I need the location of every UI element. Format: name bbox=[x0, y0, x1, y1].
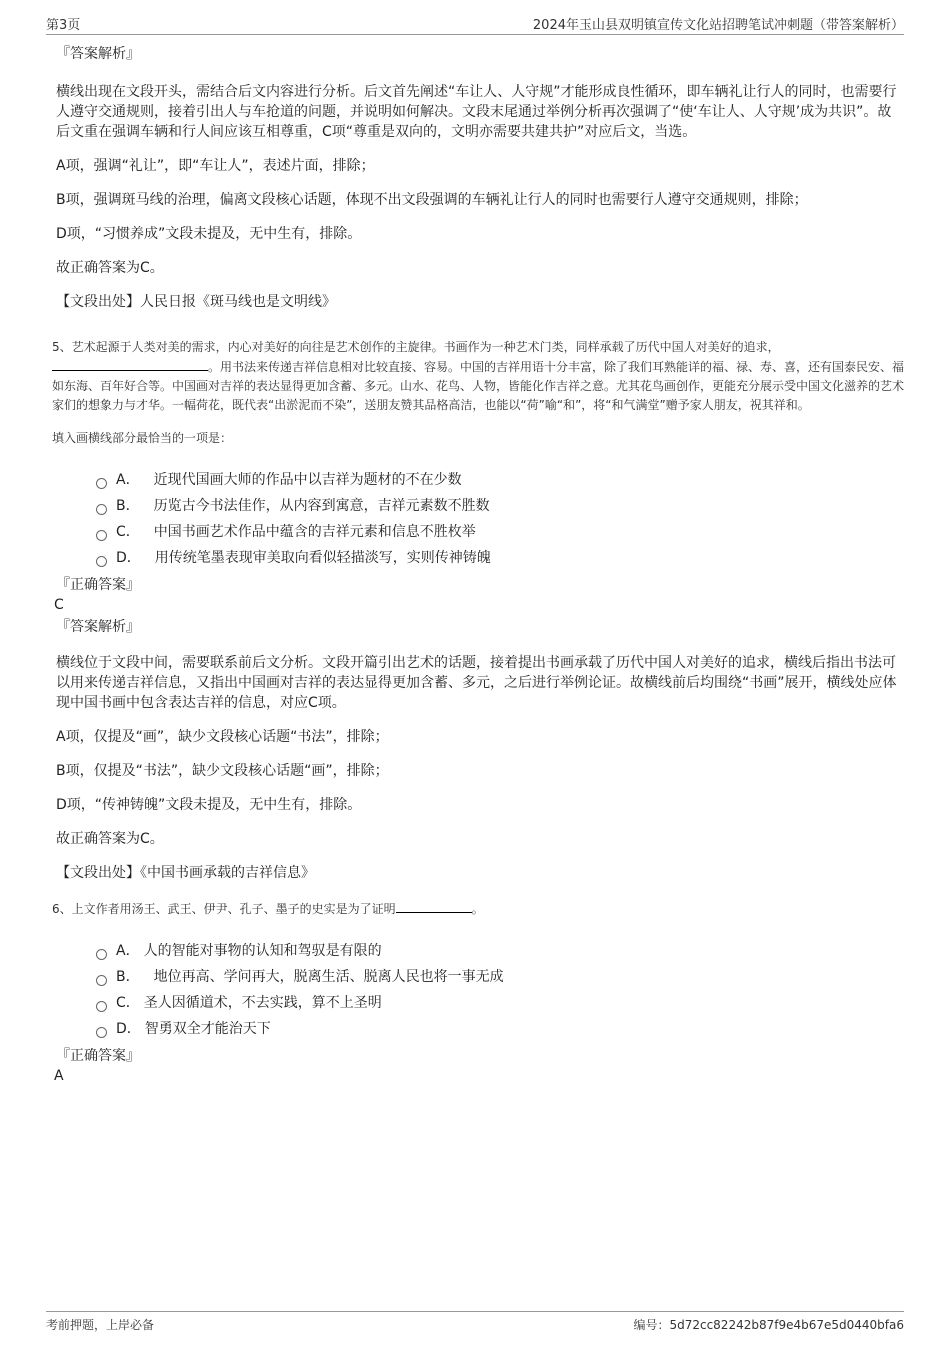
q4-conclusion: 故正确答案为C。 bbox=[56, 260, 164, 276]
q5-analysis-line-b: B项，仅提及“书法”，缺少文段核心话题“画”，排除； bbox=[56, 763, 389, 779]
q5-option-c[interactable] bbox=[96, 519, 904, 545]
q4-source: 【文段出处】人民日报《斑马线也是文明线》 bbox=[56, 294, 336, 310]
q4-analysis-line-b: B项，强调斑马线的治理，偏离文段核心话题，体现不出文段强调的车辆礼让行人的同时也需要行人遵守交通规则，排除； bbox=[56, 192, 808, 208]
page-number: 第3页 bbox=[46, 18, 81, 33]
option-letter: A． bbox=[116, 472, 140, 488]
serial-value: 5d72cc82242b87f9e4b67e5d0440bfa6 bbox=[669, 1318, 904, 1332]
radio-button-icon[interactable] bbox=[96, 530, 107, 541]
option-text: 智勇双全才能治天下 bbox=[144, 1021, 271, 1037]
q5-blank bbox=[52, 357, 208, 371]
radio-button-icon[interactable] bbox=[96, 478, 107, 489]
option-text: 地位再高、学问再大，脱离生活、脱离人民也将一事无成 bbox=[153, 969, 504, 985]
q6-option-d[interactable] bbox=[96, 1016, 904, 1042]
option-letter: B． bbox=[116, 498, 140, 514]
q4-analysis-paragraph: 横线出现在文段开头，需结合后文内容进行分析。后文首先阐述“车让人、人守规”才能形成良性循环，即车辆礼让行人的同时，也需要行人遵守交通规则，接着引出人与车抢道的问题，并说明如何解决。文段末尾通过举例分析再次强调了“使‘车让人、人守规’成为共识”。故后文重在强调车辆和行人间应该互相尊重，C项“尊重是双向的，文明亦需要共建共护”对应后文，当选。 bbox=[56, 84, 897, 140]
radio-button-icon[interactable] bbox=[96, 556, 107, 567]
q5-option-b[interactable] bbox=[96, 493, 904, 519]
option-text: 圣人因循道术，不去实践，算不上圣明 bbox=[143, 995, 382, 1011]
radio-button-icon[interactable] bbox=[96, 504, 107, 515]
radio-button-icon[interactable] bbox=[96, 1001, 107, 1012]
q5-answer-label: 『正确答案』 bbox=[56, 577, 140, 593]
option-letter: B． bbox=[116, 969, 140, 985]
q6-prompt-text: 6、上文作者用汤王、武王、伊尹、孔子、墨子的史实是为了证明 bbox=[52, 902, 396, 916]
q5-passage bbox=[52, 338, 904, 415]
option-letter: D． bbox=[116, 1021, 141, 1037]
page-footer bbox=[46, 1311, 904, 1332]
q6-answer-label: 『正确答案』 bbox=[56, 1048, 140, 1064]
q5-passage-end: 。用书法来传递吉祥信息相对比较直接、容易。中国的吉祥用语十分丰富，除了我们耳熟能详的福、禄、寿、喜，还有国泰民安、福如东海、百年好合等。中国画对吉祥的表达显得更加含蓄、多元。山水、花鸟、人物，皆能化作吉祥之意。尤其花鸟画创作，更能充分展示受中国文化滋养的艺术家们的想象力与才华。一幅荷花，既代表“出淤泥而不染”，送朋友赞其品格高洁，也能以“荷”喻“和”，将“和气满堂”赠予家人朋友，祝其祥和。 bbox=[52, 360, 905, 412]
q5-analysis-line-a: A项，仅提及“画”，缺少文段核心话题“书法”，排除； bbox=[56, 729, 389, 745]
q5-options bbox=[96, 467, 904, 571]
radio-button-icon[interactable] bbox=[96, 975, 107, 986]
q6-answer: A bbox=[54, 1068, 64, 1084]
page-header bbox=[46, 14, 904, 35]
q4-analysis-label: 『答案解析』 bbox=[56, 46, 140, 62]
option-letter: C． bbox=[116, 524, 140, 540]
document-title: 2024年玉山县双明镇宣传文化站招聘笔试冲刺题（带答案解析） bbox=[532, 18, 904, 33]
serial-label: 编号： bbox=[633, 1318, 670, 1332]
radio-button-icon[interactable] bbox=[96, 1027, 107, 1038]
option-text: 中国书画艺术作品中蕴含的吉祥元素和信息不胜枚举 bbox=[153, 524, 476, 540]
option-text: 用传统笔墨表现审美取向看似轻描淡写，实则传神铸魄 bbox=[154, 550, 491, 566]
q6-prompt-end: 。 bbox=[471, 902, 484, 916]
q6-option-c[interactable] bbox=[96, 990, 904, 1016]
q5-conclusion: 故正确答案为C。 bbox=[56, 831, 164, 847]
footer-slogan: 考前押题，上岸必备 bbox=[46, 1318, 155, 1332]
option-letter: C． bbox=[116, 995, 140, 1011]
option-text: 人的智能对事物的认知和驾驭是有限的 bbox=[143, 943, 382, 959]
q5-option-d[interactable] bbox=[96, 545, 904, 571]
option-letter: A． bbox=[116, 943, 140, 959]
page-content bbox=[52, 44, 905, 1088]
q6-option-b[interactable] bbox=[96, 964, 904, 990]
q6-blank bbox=[396, 899, 472, 913]
q5-option-a[interactable] bbox=[96, 467, 904, 493]
q5-analysis-paragraph: 横线位于文段中间，需要联系前后文分析。文段开篇引出艺术的话题，接着提出书画承载了历代中国人对美好的追求，横线后指出书法可以用来传递吉祥信息，又指出中国画对吉祥的表达显得更加含蓄、多元，之后进行举例论证。故横线前后均围绕“书画”展开，横线处应体现中国书画中包含表达吉祥的信息，对应C项。 bbox=[56, 655, 897, 711]
option-text: 历览古今书法佳作，从内容到寓意，吉祥元素数不胜数 bbox=[153, 498, 490, 514]
option-text: 近现代国画大师的作品中以吉祥为题材的不在少数 bbox=[153, 472, 462, 488]
q5-analysis-label: 『答案解析』 bbox=[56, 619, 140, 635]
q6-options bbox=[96, 938, 904, 1042]
q5-source: 【文段出处】《中国书画承载的吉祥信息》 bbox=[56, 865, 315, 881]
q5-analysis-line-d: D项，“传神铸魄”文段未提及，无中生有，排除。 bbox=[56, 797, 362, 813]
radio-button-icon[interactable] bbox=[96, 949, 107, 960]
q6-option-a[interactable] bbox=[96, 938, 904, 964]
q4-analysis-line-d: D项，“习惯养成”文段未提及，无中生有，排除。 bbox=[56, 226, 362, 242]
footer-serial bbox=[633, 1316, 904, 1333]
q5-passage-start: 5、艺术起源于人类对美的需求，内心对美好的向往是艺术创作的主旋律。书画作为一种艺术门类，同样承载了历代中国人对美好的追求， bbox=[52, 340, 780, 354]
q4-analysis-line-a: A项，强调“礼让”，即“车让人”，表述片面，排除； bbox=[56, 158, 375, 174]
q5-answer: C bbox=[54, 597, 64, 613]
q5-prompt: 填入画横线部分最恰当的一项是： bbox=[52, 431, 233, 445]
q6-prompt bbox=[52, 899, 904, 918]
option-letter: D． bbox=[116, 550, 141, 566]
